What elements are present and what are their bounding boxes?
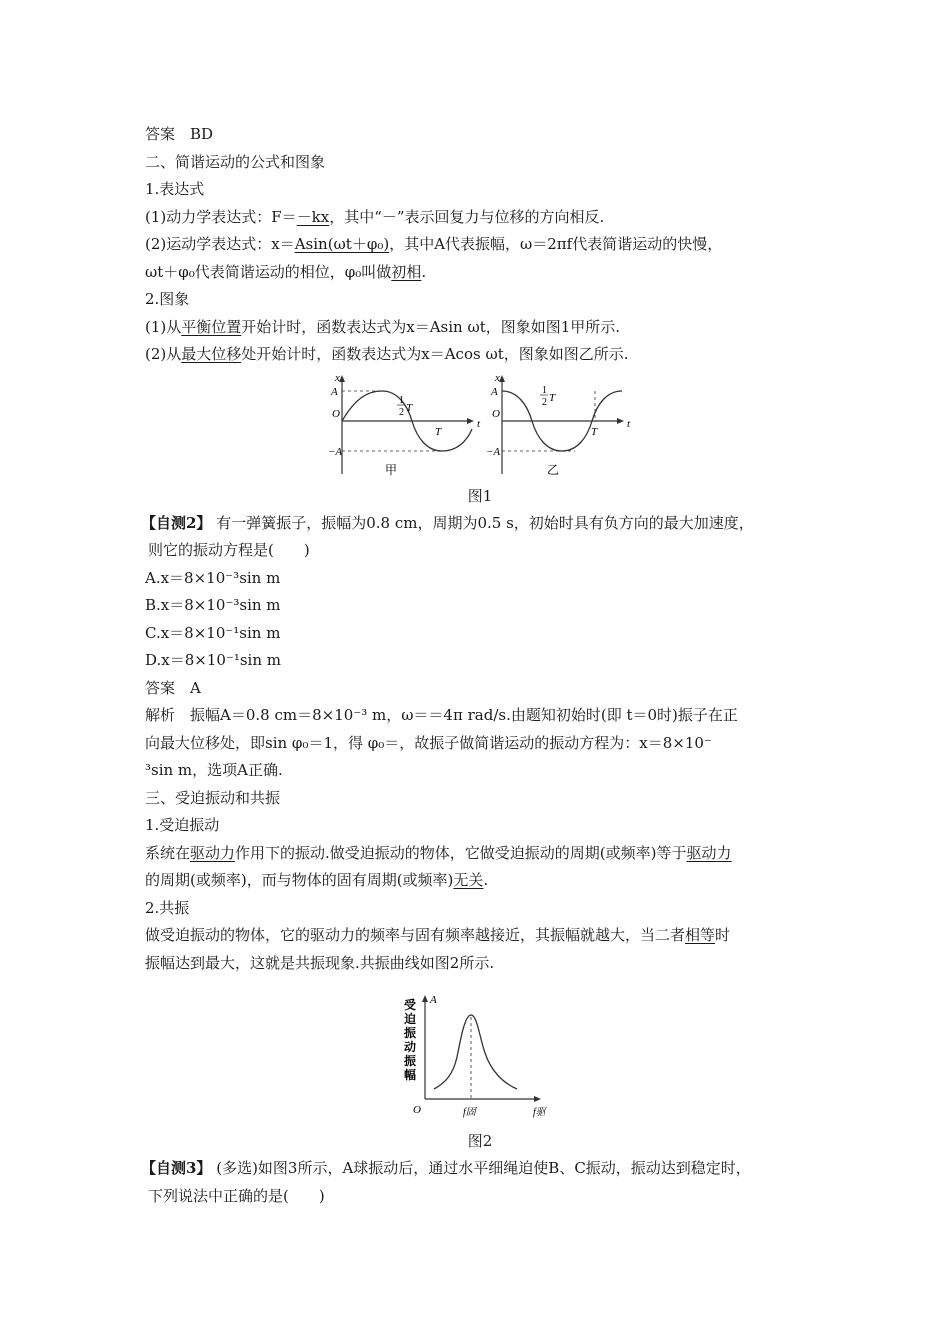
right-half-t: T <box>549 391 556 404</box>
ylabel-char-6: 幅 <box>404 1068 417 1082</box>
graph-line-1: (1)从平衡位置开始计时，函数表达式为x＝Asin ωt，图象如图1甲所示. <box>145 317 621 336</box>
forced-vibration-para-2: 的周期(或频率)，而与物体的固有周期(或频率)无关. <box>145 871 489 889</box>
ylabel-char-5: 振 <box>404 1054 417 1068</box>
section-2-title: 二、简谐运动的公式和图象 <box>145 152 326 171</box>
fig2-f-driving-label: f驱 <box>533 1107 546 1118</box>
ylabel-vertical <box>403 997 417 1082</box>
phase-line: ωt＋φ₀代表简谐运动的相位，φ₀叫做初相. <box>145 262 427 281</box>
figure-2 <box>145 977 815 1127</box>
fig2-y-arrow <box>422 995 428 1002</box>
explanation-line-2: 向最大位移处，即sin φ₀＝1，得 φ₀＝，故振子做简谐运动的振动方程为：x＝8×10⁻ <box>145 733 712 752</box>
left-x-arrow <box>339 375 345 382</box>
resonance-para-2: 振幅达到最大，这就是共振现象.共振曲线如图2所示. <box>145 953 495 972</box>
left-t-period-label: T <box>435 425 442 438</box>
graph-cosine <box>486 372 631 477</box>
right-t-period-label: T <box>591 425 598 438</box>
resonance-curve <box>434 1015 517 1089</box>
selftest-2-stem: 【自测2】 有一弹簧振子，振幅为0.8 cm，周期为0.5 s，初始时具有负方向的最大加速度， <box>141 513 754 532</box>
right-x-arrow <box>499 375 505 382</box>
right-nega-label: −A <box>486 445 501 458</box>
left-half-num: 1 <box>399 394 404 406</box>
blank-equilibrium: 平衡位置 <box>181 317 242 336</box>
blank-unrelated: 无关 <box>453 871 484 889</box>
subsection-expression: 1.表达式 <box>145 180 205 198</box>
ylabel-char-1: 受 <box>404 998 417 1012</box>
document-content <box>141 121 815 1210</box>
blank-kx: －kx <box>296 207 330 226</box>
option-c: C.x＝8×10⁻¹sin m <box>145 623 281 642</box>
right-a-label: A <box>491 385 498 398</box>
ylabel-char-4: 动 <box>404 1040 417 1054</box>
selftest-2-answer: 答案 A <box>145 678 201 697</box>
left-nega-label: −A <box>328 445 343 458</box>
explanation-line-3: ³sin m，选项A正确. <box>145 761 283 779</box>
left-graph-label: 甲 <box>385 462 398 477</box>
subsection-resonance: 2.共振 <box>145 898 190 917</box>
fig2-x-arrow <box>534 1096 541 1102</box>
blank-driving-force-1: 驱动力 <box>190 843 236 862</box>
left-x-label: x <box>335 371 340 384</box>
blank-max-displacement: 最大位移 <box>181 345 242 363</box>
selftest-2-stem-cont: 则它的振动方程是( ) <box>148 541 310 559</box>
figure-1-graphs <box>145 369 815 482</box>
left-a-label: A <box>331 385 338 398</box>
ylabel-char-2: 迫 <box>404 1012 417 1026</box>
fig2-f-natural-label: f固 <box>463 1107 476 1118</box>
fig2-a-label: A <box>430 994 437 1006</box>
blank-equal: 相等 <box>685 926 716 944</box>
right-x-label: x <box>495 371 500 384</box>
left-half-den: 2 <box>399 406 404 418</box>
blank-driving-force-2: 驱动力 <box>686 843 732 862</box>
right-half-den: 2 <box>542 396 547 408</box>
subsection-forced-vibration: 1.受迫振动 <box>145 816 220 834</box>
left-o-label: O <box>332 407 340 420</box>
forced-vibration-para-1: 系统在驱动力作用下的振动.做受迫振动的物体，它做受迫振动的周期(或频率)等于驱动力 <box>145 843 732 862</box>
left-half-t: T <box>406 401 413 414</box>
selftest-3-stem: 【自测3】 (多选)如图3所示，A球振动后，通过水平细绳迫使B、C振动，振动达到稳定时， <box>141 1159 751 1177</box>
right-t-arrow <box>617 418 624 424</box>
explanation-line-1: 解析 振幅A＝0.8 cm＝8×10⁻³ m，ω＝＝4π rad/s.由题知初始时(即 t＝0时)振子在正 <box>145 706 738 724</box>
right-t-label: t <box>627 417 631 430</box>
ylabel-char-3: 振 <box>404 1026 417 1040</box>
subsection-graph: 2.图象 <box>145 290 190 308</box>
figure-1 <box>145 369 815 482</box>
selftest-2-tag: 【自测2】 <box>141 513 212 532</box>
blank-initial-phase: 初相 <box>391 262 422 281</box>
dynamics-expression: (1)动力学表达式：F＝－kx，其中“－”表示回复力与位移的方向相反. <box>145 207 605 226</box>
section-3-title: 三、受迫振动和共振 <box>145 788 281 807</box>
left-t-label: t <box>477 417 481 430</box>
kinematics-expression: (2)运动学表达式：x＝Asin(ωt＋φ₀)，其中A代表振幅，ω＝2πf代表简谐运动的快慢， <box>145 235 723 253</box>
selftest-3-stem-cont: 下列说法中正确的是( ) <box>148 1186 325 1205</box>
figure-2-caption: 图2 <box>467 1132 493 1150</box>
figure-1-caption: 图1 <box>467 486 493 505</box>
graph-line-2: (2)从最大位移处开始计时，函数表达式为x＝Acos ωt，图象如图乙所示. <box>145 345 629 363</box>
left-t-arrow <box>467 418 474 424</box>
right-o-label: O <box>492 407 500 420</box>
option-a: A.x＝8×10⁻³sin m <box>145 568 281 587</box>
answer-bd: 答案 BD <box>145 125 214 143</box>
right-half-num: 1 <box>542 384 547 396</box>
right-graph-label: 乙 <box>547 462 560 477</box>
resonance-curve-graph <box>145 977 815 1127</box>
fig2-o-label: O <box>413 1104 421 1116</box>
option-d: D.x＝8×10⁻¹sin m <box>145 651 281 669</box>
selftest-3-tag: 【自测3】 <box>141 1159 212 1177</box>
option-b: B.x＝8×10⁻³sin m <box>145 596 281 614</box>
resonance-para-1: 做受迫振动的物体，它的驱动力的频率与固有频率越接近，其振幅就越大，当二者相等时 <box>145 926 731 944</box>
blank-asin: Asin(ωt＋φ₀) <box>294 235 390 253</box>
graph-sine <box>328 372 481 477</box>
